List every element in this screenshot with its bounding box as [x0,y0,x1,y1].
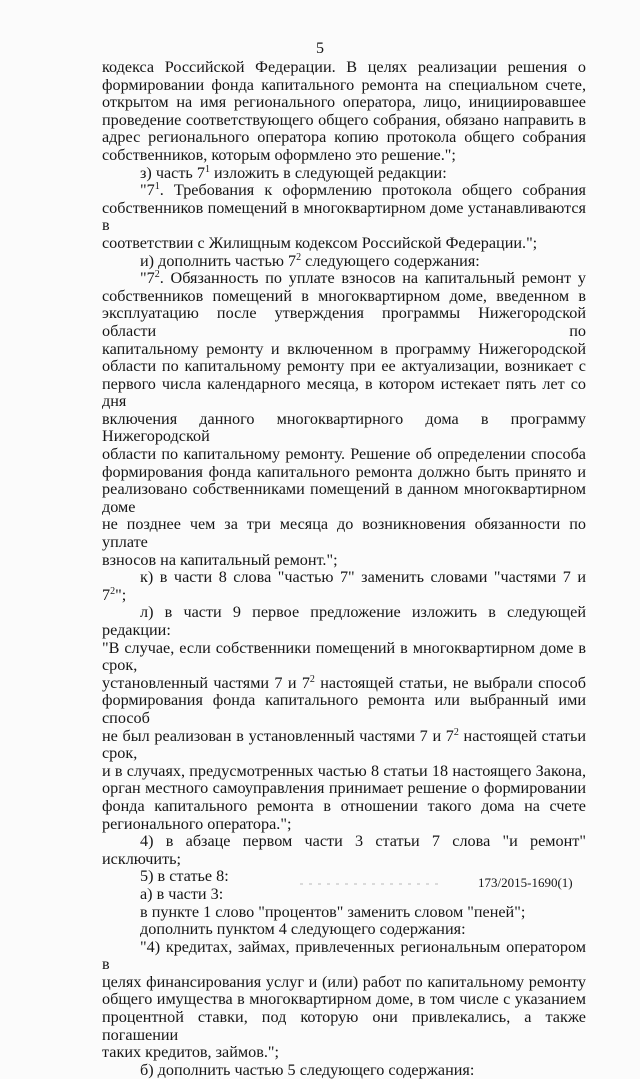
text-line [102,182,586,200]
text-line: регионального оператора."; [102,814,292,833]
paragraph-p6 [102,569,586,604]
text-line: собственников, которым оформлено это решение."; [102,145,456,164]
text-line: соответствии с Жилищным кодексом Российской Федерации."; [102,233,538,252]
text-line: а) в части 3: [140,884,224,903]
text-line: первого числа календарного месяца, в котором истекает пять лет со дня [102,374,586,411]
text-line: в пункте 1 слово "процентов" заменить словом "пеней"; [140,902,526,921]
page-number: 5 [316,40,324,57]
text-segment: з) часть 7 [140,163,205,182]
paragraph-p7b [102,675,586,728]
text-line: "В случае, если собственники помещений в многоквартирном доме в срок, [102,638,586,675]
paragraph-p4 [102,253,586,271]
text-segment: и) дополнить частью 7 [140,251,297,270]
paragraph-p13 [102,939,586,1062]
text-line: "4) кредитах, займах, привлеченных региональным оператором в [102,937,586,974]
text-line [102,270,586,288]
text-line: целях финансирования услуг и (или) работ по капитальному ремонту [102,972,586,991]
document-body [102,59,586,1079]
paragraph-p2 [102,165,586,183]
text-line: формировании фонда капитального ремонта на специальном счете, [102,75,586,94]
paragraph-p1 [102,59,586,165]
text-line: б) дополнить частью 5 следующего содержания: [140,1060,475,1079]
text-segment: настоящей статьи срок, [102,726,586,763]
paragraph-p7 [102,604,586,674]
document-code: 173/2015-1690(1) [478,875,573,890]
text-line [102,728,586,763]
text-line: 5) в статье 8: [140,867,229,886]
text-line [102,675,586,693]
text-line: области по капитальному ремонту. Решение об определении способа [102,445,586,464]
text-line: собственников помещений в многоквартирном доме, введенном в [102,286,586,305]
text-line: формирования фонда капитального ремонта или выбранный ими способ [102,691,586,727]
text-line: фонда капитального ремонта в отношении такого дома на счете [102,796,586,815]
superscript: 2 [110,585,116,597]
paragraph-p12 [102,921,586,939]
text-line: орган местного самоуправления принимает решение о формировании [102,779,586,798]
text-line: собственников помещений в многоквартирном доме устанавливаются в [102,198,586,235]
paragraph-p3 [102,182,586,252]
text-segment: следующего содержания: [301,251,480,270]
text-segment: изложить в следующей редакции: [209,163,447,182]
text-line: области по капитальному ремонту при ее актуализации, возникает с [102,357,586,376]
text-line: взносов на капитальный ремонт."; [102,550,338,569]
superscript: 2 [309,673,315,685]
paragraph-p11 [102,904,586,922]
paragraph-p5 [102,270,586,569]
text-line: включения данного многоквартирного дома в программу Нижегородской [102,409,586,446]
text-segment: "7 [140,181,155,200]
text-line: л) в части 9 первое предложение изложить в следующей редакции: [102,603,586,639]
text-segment: "; [115,585,127,604]
text-segment: к) в части 8 слова "частью 7" заменить словами "частями 7 и 7 [102,568,586,604]
text-line: таких кредитов, займов."; [102,1043,280,1062]
text-segment: не был реализован в установленный частями 7 и 7 [102,726,454,745]
text-line [102,253,586,271]
superscript: 2 [154,269,160,281]
text-line: открытом на имя регионального оператора, лицо, инициировавшее [102,93,586,112]
text-line: и в случаях, предусмотренных частью 8 статьи 18 настоящего Закона, [102,761,586,780]
text-line: проведение соответствующего общего собрания, обязано направить в [102,110,586,129]
text-line: формирования фонда капитального ремонта должно быть принято и [102,462,586,481]
superscript: 1 [204,163,210,175]
text-line: эксплуатацию после утверждения программы Нижегородской области по [102,304,586,340]
paragraph-p7c [102,728,586,834]
text-segment: "7 [140,269,155,288]
text-segment: установленный частями 7 и 7 [102,673,310,692]
text-line: общего имущества в многоквартирном доме, в том числе с указанием [102,990,586,1009]
paragraph-p14 [102,1062,586,1079]
text-line: кодекса Российской Федерации. В целях реализации решения о [102,58,586,76]
text-segment: . Обязанность по уплате взносов на капитальный ремонт у [159,269,586,288]
superscript: 2 [453,726,459,738]
text-line: дополнить пунктом 4 следующего содержания: [140,920,466,939]
text-line: капитальному ремонту и включенном в программу Нижегородской [102,339,586,358]
text-segment: . Требования к оформлению протокола общего собрания [159,181,586,200]
superscript: 2 [296,251,302,263]
text-line: процентной ставки, под которую они привлекались, а также погашении [102,1008,586,1044]
text-line: 4) в абзаце первом части 3 статьи 7 слова "и ремонт" исключить; [102,832,586,868]
scan-artifact [300,883,440,885]
text-line: реализовано собственниками помещений в данном многоквартирном доме [102,480,586,516]
superscript: 1 [154,181,160,193]
text-line: не позднее чем за три месяца до возникновения обязанности по уплате [102,515,586,552]
text-line [102,165,586,183]
text-line: адрес регионального оператора копию протокола общего собрания [102,128,586,147]
text-segment: настоящей статьи, не выбрали способ [314,673,586,692]
paragraph-p8 [102,833,586,868]
text-line [102,569,586,604]
